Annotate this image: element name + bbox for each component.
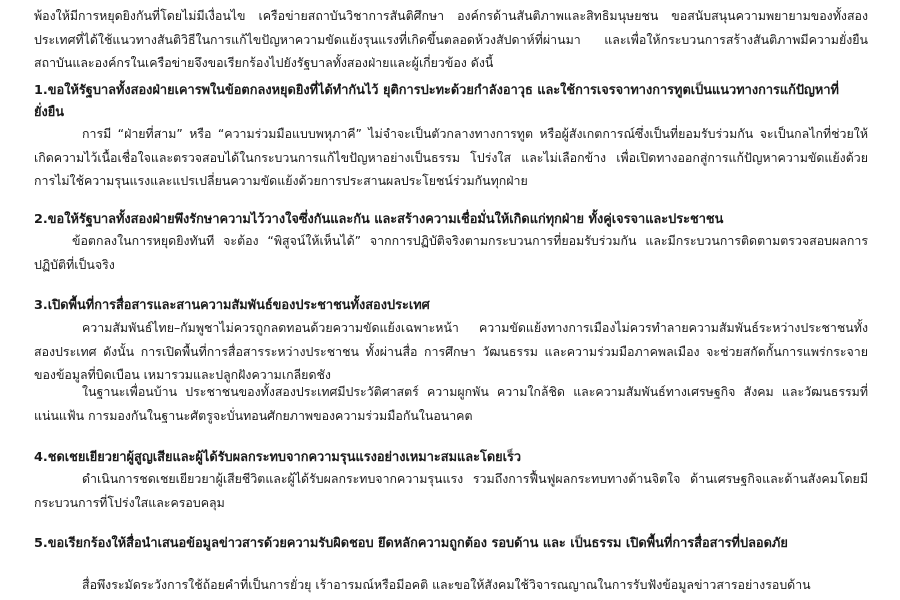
section-4-paragraph: ดำเนินการชดเชยเยียวยาผู้เสียชีวิตและผู้ได้รับผลกระทบจากความรุนแรง รวมถึงการฟื้นฟูผลกระทบทางด้านจิตใจ ด้านเศรษฐกิจและด้านสังคมโดยมีกระบวนการที่โปร่งใสและครอบคลุม	[34, 471, 868, 510]
section-5-heading: 5.ขอเรียกร้องให้สื่อนำเสนอข้อมูลข่าวสารด้วยความรับผิดชอบ ยึดหลักความถูกต้อง รอบด้าน และ เป็นธรรม เปิดพื้นที่การสื่อสารที่ปลอดภัย	[34, 536, 788, 551]
section-4-heading: 4.ชดเชยเยียวยาผู้สูญเสียและผู้ได้รับผลกระทบจากความรุนแรงอย่างเหมาะสมและโดยเร็ว	[34, 450, 522, 465]
intro-paragraph: พ้องให้มีการหยุดยิงกันที่โดยไม่มีเงื่อนไข เครือข่ายสถาบันวิชาการสันติศึกษา องค์กรด้านสันติภาพและสิทธิมนุษยชน ขอสนับสนุนความพยายามของทั้งสองประเทศที่ได้ใช้แนวทางสันติวิธีในการแก้ไขปัญหาความขัดแย้งรุนแรงที่เกิดขึ้นตลอดห้วงสัปดาห์ที่ผ่านมา และเพื่อให้กระบวนการสร้างสันติภาพมีความยั่งยืน สถาบันและองค์กรในเครือข่ายจึงขอเรียกร้องไปยังรัฐบาลทั้งสองฝ่ายและผู้เกี่ยวข้อง ดังนี้	[34, 8, 868, 70]
section-3-paragraph-2: ในฐานะเพื่อนบ้าน ประชาชนของทั้งสองประเทศมีประวัติศาสตร์ ความผูกพัน ความใกล้ชิด และความสัมพันธ์ทางเศรษฐกิจ สังคม และวัฒนธรรมที่แน่นแฟ้น การมองกันในฐานะศัตรูจะบั่นทอนศักยภาพของความร่วมมือกันในอนาคต	[34, 384, 868, 423]
section-2-heading: 2.ขอให้รัฐบาลทั้งสองฝ่ายพึงรักษาความไว้วางใจซึ่งกันและกัน และสร้างความเชื่อมั่นให้เกิดแก่ทุกฝ่าย ทั้งคู่เจรจาและประชาชน	[34, 212, 724, 227]
section-5-paragraph: สื่อพึงระมัดระวังการใช้ถ้อยคำที่เป็นการยั่วยุ เร้าอารมณ์หรือมีอคติ และขอให้สังคมใช้วิจารณญาณในการรับฟังข้อมูลข่าวสารอย่างรอบด้าน	[82, 577, 811, 592]
section-1-heading: 1.ขอให้รัฐบาลทั้งสองฝ่ายเคารพในข้อตกลงหยุดยิงที่ได้ทำกันไว้ ยุติการปะทะด้วยกำลังอาวุธ และใช้การเจรจาทางการทูตเป็นแนวทางการแก้ปัญหาที่ยั่งยืน	[34, 83, 839, 120]
section-2-paragraph: ข้อตกลงในการหยุดยิงทันที จะต้อง “พิสูจน์ให้เห็นได้” จากการปฏิบัติจริงตามกระบวนการที่ยอมรับร่วมกัน และมีกระบวนการติดตามตรวจสอบผลการปฏิบัติที่เป็นจริง	[34, 233, 868, 272]
section-3-heading: 3.เปิดพื้นที่การสื่อสารและสานความสัมพันธ์ของประชาชนทั้งสองประเทศ	[34, 298, 430, 313]
section-1-paragraph: การมี “ฝ่ายที่สาม” หรือ “ความร่วมมือแบบพหุภาคี” ไม่จำจะเป็นตัวกลางทางการทูต หรือผู้สังเกตการณ์ซึ่งเป็นที่ยอมรับร่วมกัน จะเป็นกลไกที่ช่วยให้เกิดความไว้เนื้อเชื่อใจและตรวจสอบได้ในกระบวนการแก้ไขปัญหาอย่างเป็นธรรม โปร่งใส และไม่เลือกข้าง เพื่อเปิดทางออกสู่การแก้ปัญหาความขัดแย้งด้วยการไม่ใช้ความรุนแรงและแปรเปลี่ยนความขัดแย้งด้วยการประสานผลประโยชน์ร่วมกันทุกฝ่าย	[34, 126, 868, 188]
section-3-paragraph-1: ความสัมพันธ์ไทย–กัมพูชาไม่ควรถูกลดทอนด้วยความขัดแย้งเฉพาะหน้า ความขัดแย้งทางการเมืองไม่ควรทำลายความสัมพันธ์ระหว่างประชาชนทั้งสองประเทศ ดังนั้น การเปิดพื้นที่การสื่อสารระหว่างประชาชน ทั้งผ่านสื่อ การศึกษา วัฒนธรรม และความร่วมมือภาคพลเมือง จะช่วยสกัดกั้นการแพร่กระจายของข้อมูลที่บิดเบือน เหมารวมและปลูกฝังความเกลียดชัง	[34, 320, 868, 382]
